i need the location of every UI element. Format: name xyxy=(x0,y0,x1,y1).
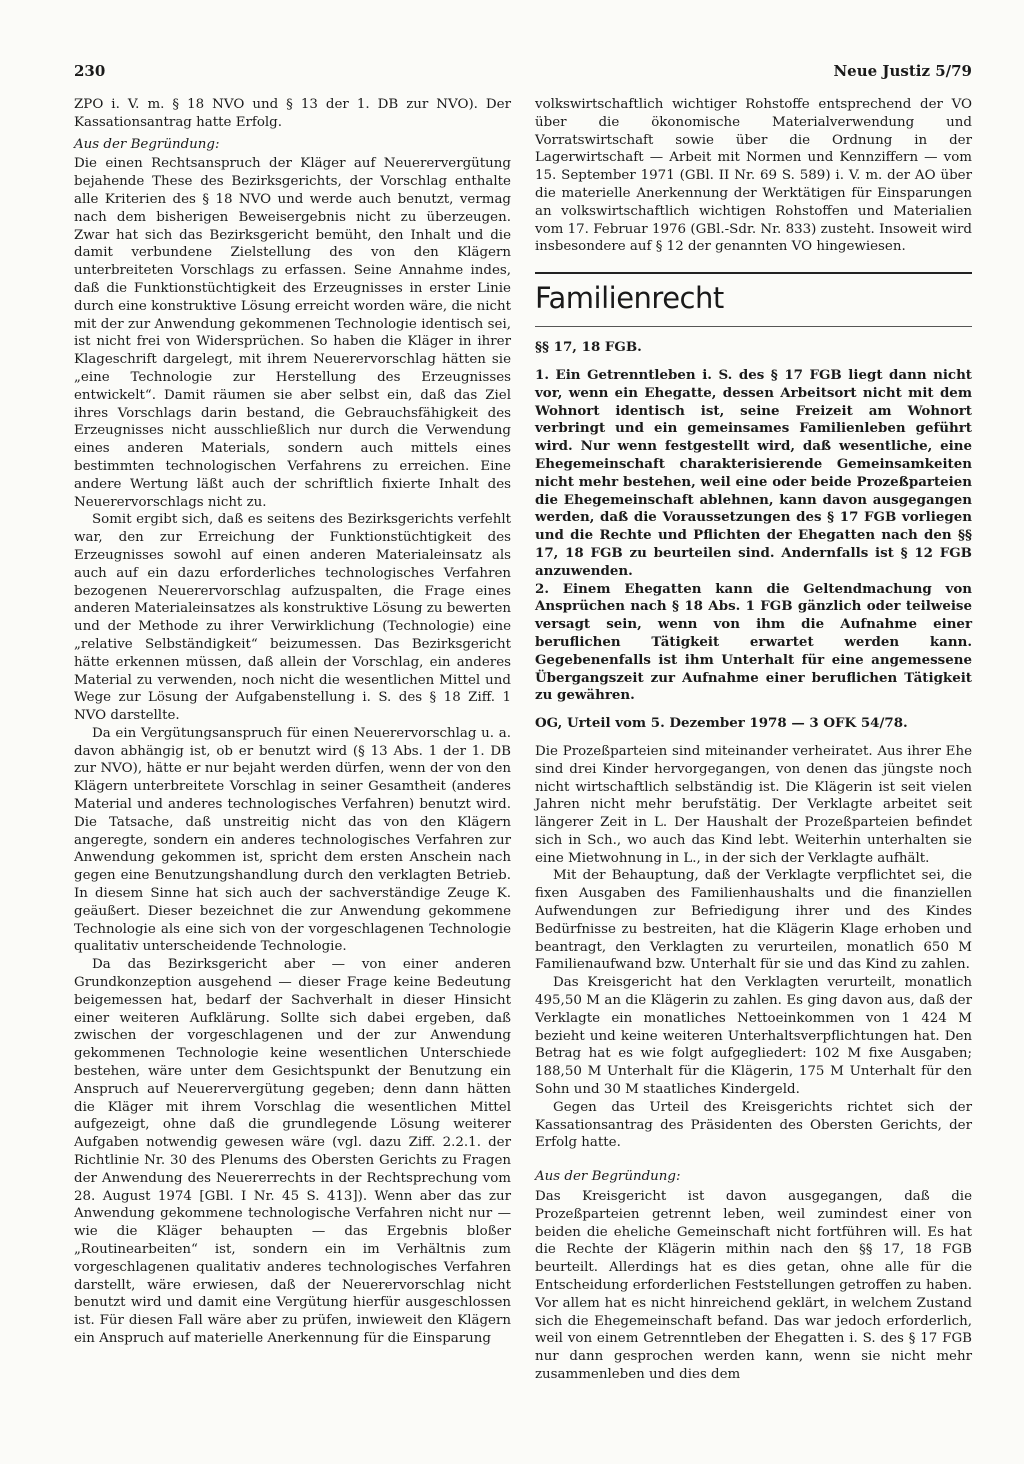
paragraph: Die einen Rechtsanspruch der Kläger auf Neuerervergütung bejahende These des Bezirksgerichts, der Vorschlag enthalte alle Kriterien des § 18 NVO und werde auch benutzt, vermag nach dem bisherigen Beweisergebnis nicht zu überzeugen. Zwar hat sich das Bezirksgericht bemüht, den Inhalt und die damit verbundene Zielstellung des von den Klägern unterbreiteten Vorschlags zu erfassen. Seine Annahme indes, daß die Funktionstüchtigkeit des Erzeugnisses in erster Linie durch eine konstruktive Lösung erreicht worden wäre, die nicht mit der zur Anwendung gekommenen Technologie identisch sei, ist nicht frei von Widersprüchen. So haben die Kläger in ihrer Klageschrift dargelegt, mit ihrem Neuerervorschlag hätten sie „eine Technologie zur Herstellung des Erzeugnisses entwickelt“. Damit räumen sie aber selbst ein, daß das Ziel ihres Vorschlags darin bestand, die Gebrauchsfähigkeit des Erzeugnisses nicht ausschließlich nur durch die Verwendung eines anderen Materials, sondern auch mittels eines bestimmten technologischen Verfahrens zu erreichen. Eine andere Wertung läßt auch der schriftlich fixierte Inhalt des Neuerervorschlags nicht zu. xyxy=(74,156,511,510)
paragraph: Somit ergibt sich, daß es seitens des Bezirksgerichts verfehlt war, den zur Erreichung der Funktionstüchtigkeit des Erzeugnisses sowohl auf einen anderen Materialeinsatz als auch auf ein dazu erforderliches technologisches Verfahren bezogenen Neuerervorschlag aufzuspalten, die Frage eines anderen Materialeinsatzes als konstruktive Lösung zu bewerten und der Methode zu ihrer Verwirklichung (Technologie) eine „relative Selbständigkeit“ beizumessen. Das Bezirksgericht hätte erkennen müssen, daß allein der Vorschlag, ein anderes Material zu verwenden, noch nicht die wesentlichen Mittel und Wege zur Lösung der Aufgabenstellung i. S. des § 18 Ziff. 1 NVO darstellte. xyxy=(74,512,511,724)
headnote-2: 2. Einem Ehegatten kann die Geltendmachung von Ansprüchen nach § 18 Abs. 1 FGB gänzlich oder teilweise versagt sein, wenn von ihm die Aufnahme einer beruflichen Tätigkeit erwartet werden kann. Gegebenenfalls ist ihm Unterhalt für eine angemessene Übergangszeit zur Aufnahme einer beruflichen Tätigkeit zu gewähren. xyxy=(535,580,972,704)
paragraph: Da das Bezirksgericht aber — von einer anderen Grundkonzeption ausgehend — dieser Frage keine Bedeutung beigemessen hat, bedarf der Sachverhalt in dieser Hinsicht einer weiteren Aufklärung. Sollte sich dabei ergeben, daß zwischen der vorgeschlagenen und der zur Anwendung gekommenen Technologie keine wesentlichen Unterschiede bestehen, wäre unter dem Gesichtspunkt der Benutzung ein Anspruch auf Neuerervergütung gegeben; denn dann hätten die Kläger mit ihrem Vorschlag die wesentlichen Mittel aufgezeigt, ohne daß die grundlegende Lösung weiterer Aufgaben notwendig gewesen wäre (vgl. dazu Ziff. 2.2.1. der Richtlinie Nr. 30 des Plenums des Obersten Gerichts zu Fragen der Anwendung des Neuererrechts in der Rechtsprechung vom 28. August 1974 [GBl. I Nr. 45 S. 413]). Wenn aber das zur Anwendung gekommene technologische Verfahren nicht nur — wie die Kläger behaupten — das Ergebnis bloßer „Routinearbeiten“ ist, sondern ein im Verhältnis zum vorgeschlagenen qualitativ anderes technologisches Verfahren darstellt, wäre erwiesen, daß der Neuerervorschlag nicht benutzt wird und damit eine Vergütung hierfür ausgeschlossen ist. Für diesen Fall wäre aber zu prüfen, inwieweit den Klägern ein Anspruch auf materielle Anerkennung für die Einsparung xyxy=(74,957,511,1346)
paragraph: volkswirtschaftlich wichtiger Rohstoffe entsprechend der VO über die ökonomische Materialverwendung und Vorratswirtschaft sowie über die Ordnung in der Lagerwirtschaft — Arbeit mit Normen und Kennziffern — vom 15. September 1971 (GBl. II Nr. 69 S. 589) i. V. m. der AO über die materielle Anerkennung der Werktätigen für Einsparungen an volkswirtschaftlich wichtigen Rohstoffen und Materialien vom 17. Februar 1976 (GBl.-Sdr. Nr. 833) zusteht. Insoweit wird insbesondere auf § 12 der genannten VO hingewiesen. xyxy=(535,97,972,255)
paragraph: Da ein Vergütungsanspruch für einen Neuerervorschlag u. a. davon abhängig ist, ob er benutzt wird (§ 13 Abs. 1 der 1. DB zur NVO), hätte er nur bejaht werden dürfen, wenn der von den Klägern unterbreitete Vorschlag in seiner Gesamtheit (anderes Material und anderes technologisches Verfahren) benutzt wird. Die Tatsache, daß unstreitig nicht das von den Klägern angeregte, sondern ein anderes technologisches Verfahren zur Anwendung gekommen ist, spricht dem ersten Anschein nach gegen eine Benutzungshandlung durch den verklagten Betrieb. In diesem Sinne hat sich auch der sachverständige Zeuge K. geäußert. Dieser bezeichnet die zur Anwendung gekommene Technologie als eine sich von der vorgeschlagenen Technologie qualitativ unterscheidende Technologie. xyxy=(74,725,511,955)
section-title: Familienrecht xyxy=(535,281,724,316)
left-column xyxy=(74,96,511,1384)
paragraph: Die Prozeßparteien sind miteinander verheiratet. Aus ihrer Ehe sind drei Kinder hervorgegangen, von denen das jüngste noch nicht wirtschaftlich selbständig ist. Die Klägerin ist seit vielen Jahren nicht mehr berufstätig. Der Verklagte arbeitet seit längerer Zeit in L. Der Haushalt der Prozeßparteien befindet sich in Sch., wo auch das Kind lebt. Weiterhin unterhalten sie eine Mietwohnung in L., in der sich der Verklagte aufhält. xyxy=(535,743,972,866)
headnote-1: 1. Ein Getrenntleben i. S. des § 17 FGB liegt dann nicht vor, wenn ein Ehegatte, dessen Arbeitsort nicht mit dem Wohnort identisch ist, seine Freizeit am Wohnort verbringt und ein gemeinsames Familienleben geführt wird. Nur wenn festgestellt wird, daß wesentliche, eine Ehegemeinschaft charakterisierende Gemeinsamkeiten nicht mehr bestehen, weil eine oder beide Prozeßparteien die Ehegemeinschaft ablehnen, kann davon ausgegangen werden, daß die Voraussetzungen des § 17 FGB vorliegen und die Rechte und Pflichten der Ehegatten nach den §§ 17, 18 FGB zu beurteilen sind. Andernfalls ist § 12 FGB anzuwenden. xyxy=(535,366,972,579)
judgment-reference: OG, Urteil vom 5. Dezember 1978 — 3 OFK 54/78. xyxy=(535,715,908,732)
subheading: Aus der Begründung: xyxy=(535,1169,681,1185)
paragraph: Gegen das Urteil des Kreisgerichts richtet sich der Kassationsantrag des Präsidenten des Obersten Gerichts, der Erfolg hatte. xyxy=(535,1099,972,1151)
right-column xyxy=(535,96,972,1384)
section-rule-thin xyxy=(535,326,972,327)
subheading: Aus der Begründung: xyxy=(74,136,220,152)
paragraph: Mit der Behauptung, daß der Verklagte verpflichtet sei, die fixen Ausgaben des Familienhaushalts und die finanziellen Aufwendungen zur Befriedigung ihrer und des Kindes Bedürfnisse zu bestreiten, hat die Klägerin Klage erhoben und beantragt, den Verklagten zu verurteilen, monatlich 650 M Familienaufwand bzw. Unterhalt für sie und das Kind zu zahlen. xyxy=(535,868,972,973)
paragraph: ZPO i. V. m. § 18 NVO und § 13 der 1. DB zur NVO). Der Kassationsantrag hatte Erfolg. xyxy=(74,97,511,130)
paragraph: Das Kreisgericht hat den Verklagten verurteilt, monatlich 495,50 M an die Klägerin zu zahlen. Es ging davon aus, daß der Verklagte ein monatliches Nettoeinkommen von 1 424 M bezieht und keine weiteren Unterhaltsverpflichtungen hat. Den Betrag hat es wie folgt aufgegliedert: 102 M fixe Ausgaben; 188,50 M Unterhalt für die Klägerin, 175 M Unterhalt für den Sohn und 30 M staatliches Kindergeld. xyxy=(535,975,972,1098)
page-number: 230 xyxy=(74,62,106,80)
section-rule xyxy=(535,272,972,274)
paragraph: Das Kreisgericht ist davon ausgegangen, daß die Prozeßparteien getrennt leben, weil zumindest einer von beiden die eheliche Gemeinschaft nicht fortführen will. Es hat die Rechte der Klägerin mithin nach den §§ 17, 18 FGB beurteilt. Allerdings hat es dies getan, ohne alle für die Entscheidung erforderlichen Feststellungen getroffen zu haben. Vor allem hat es nicht hinreichend geklärt, in welchem Zustand sich die Ehegemeinschaft befand. Das war jedoch erforderlich, weil von einem Getrenntleben der Ehegatten i. S. des § 17 FGB nur dann gesprochen werden kann, wenn sie nicht mehr zusammenleben und dies dem xyxy=(535,1189,972,1382)
running-head xyxy=(74,62,972,80)
journal-issue: Neue Justiz 5/79 xyxy=(833,62,972,80)
statute-citation: §§ 17, 18 FGB. xyxy=(535,339,642,356)
columns xyxy=(74,96,972,1384)
